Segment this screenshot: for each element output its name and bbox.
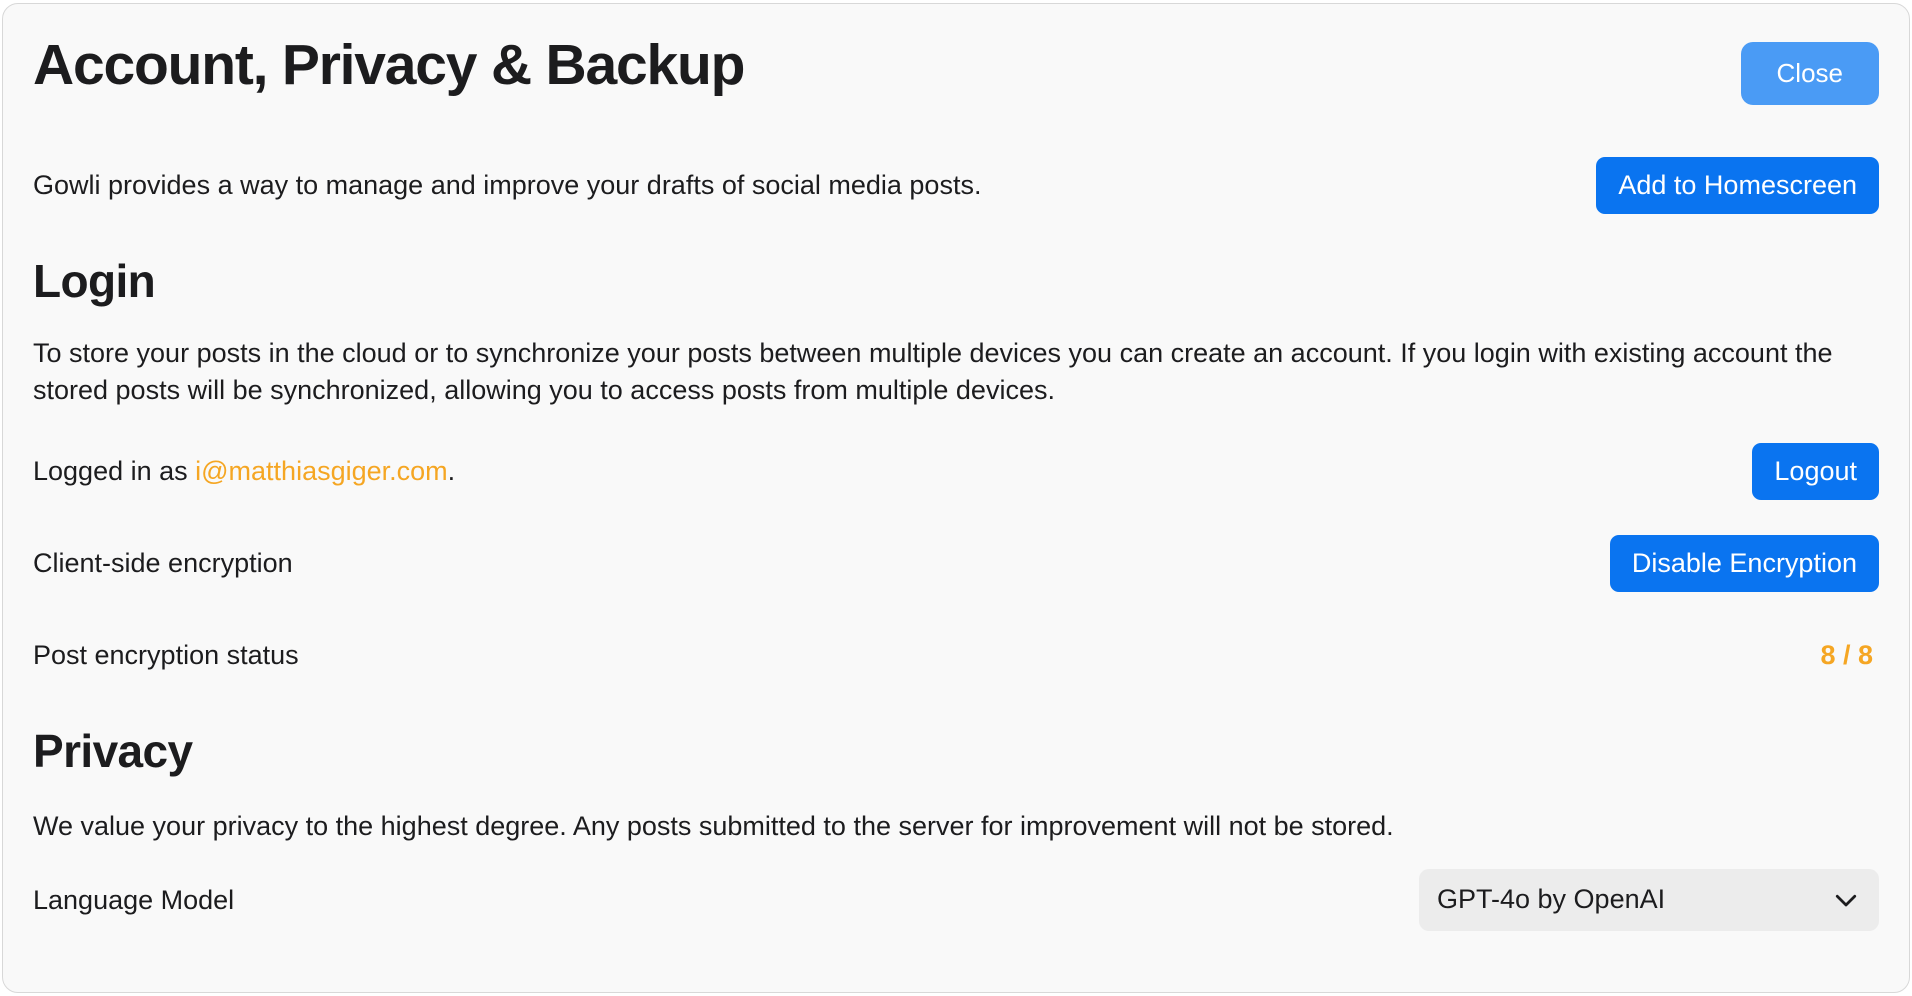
- language-model-selected-value: GPT-4o by OpenAI: [1437, 884, 1666, 915]
- privacy-description: We value your privacy to the highest degree. Any posts submitted to the server for improvement will not be stored.: [33, 811, 1394, 842]
- intro-text: Gowli provides a way to manage and improve your drafts of social media posts.: [33, 170, 982, 201]
- language-model-row: [33, 869, 1879, 931]
- language-model-select[interactable]: [1419, 869, 1879, 931]
- logged-in-row: [33, 442, 1879, 500]
- intro-row: [33, 157, 1879, 214]
- client-side-encryption-label: Client-side encryption: [33, 548, 293, 579]
- post-encryption-status-label: Post encryption status: [33, 640, 299, 671]
- panel-header: [33, 4, 1879, 105]
- close-button[interactable]: Close: [1741, 42, 1879, 105]
- language-model-label: Language Model: [33, 884, 235, 915]
- login-description: To store your posts in the cloud or to synchronize your posts between multiple devices you can create an account. If you login with existing account the stored posts will be synchronized, allowing you to access posts from multiple devices.: [33, 338, 1833, 405]
- logged-in-status: [33, 453, 455, 489]
- logged-in-prefix: Logged in as: [33, 456, 196, 487]
- disable-encryption-button[interactable]: Disable Encryption: [1610, 535, 1879, 592]
- settings-panel: [2, 3, 1910, 993]
- add-to-homescreen-button[interactable]: Add to Homescreen: [1596, 157, 1879, 214]
- post-encryption-status-row: [33, 626, 1879, 684]
- account-email-link[interactable]: i@matthiasgiger.com: [195, 456, 448, 487]
- client-side-encryption-row: [33, 534, 1879, 592]
- login-section-heading: Login: [33, 255, 156, 307]
- logged-in-suffix: .: [447, 456, 456, 487]
- page-title: Account, Privacy & Backup: [33, 33, 745, 97]
- post-encryption-status-value: 8 / 8: [1820, 639, 1873, 670]
- chevron-down-icon: [1831, 885, 1861, 915]
- privacy-section-heading: Privacy: [33, 725, 193, 778]
- logout-button[interactable]: Logout: [1752, 443, 1879, 500]
